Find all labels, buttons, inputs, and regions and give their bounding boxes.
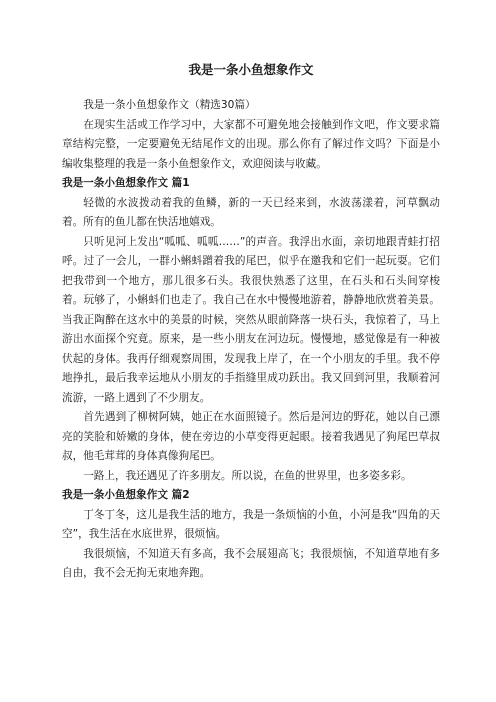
body-paragraph: 丁冬丁冬，这儿是我生活的地方，我是一条烦恼的小鱼，小河是我“四角的天空”，我生活在水底世界，很烦恼。	[62, 508, 440, 540]
body-paragraph: 首先遇到了柳树阿姨，她正在水面照镜子。然后是河边的野花，她以自己漂亮的笑脸和娇嫩的身体，使在旁边的小草变得更起眼。接着我遇见了狗尾巴草叔叔，他毛茸茸的身体真像狗尾巴。	[62, 411, 440, 462]
section-heading: 我是一条小鱼想象作文 篇1	[62, 177, 190, 189]
section-2	[62, 486, 440, 584]
section-heading: 我是一条小鱼想象作文 篇2	[62, 489, 190, 501]
body-paragraph: 我很烦恼，不知道天有多高，我不会展翅高飞；我很烦恼，不知道草地有多自由，我不会无拘无束地奔跑。	[62, 547, 440, 579]
document-title: 我是一条小鱼想象作文	[188, 62, 314, 77]
body-paragraph: 轻微的水波拨动着我的鱼鳞，新的一天已经来到，水波荡漾着，河草飘动着。所有的鱼儿都在快活地嬉戏。	[62, 196, 440, 228]
document-subtitle: 我是一条小鱼想象作文（精选30篇）	[83, 99, 256, 111]
body-paragraph: 一路上，我还遇见了许多朋友。所以说，在鱼的世界里，也多姿多彩。	[83, 469, 412, 482]
body-paragraph: 只听见河上发出“呱呱、呱呱……”的声音。我浮出水面，亲切地跟青蛙打招呼。过了一会儿，一群小蝌蚪蹭着我的尾巴，似乎在邀我和它们一起玩耍。它们把我带到一个地方，那儿很多石头。我很快熟悉了这里，在石头和石头间穿梭着。玩够了，小蝌蚪们也走了。我自己在水中慢慢地游着，静静地欣赏着美景。当我正陶醉在这水中的美景的时候，突然从眼前降落一块石头，我惊着了，马上游出水面探个究竟。原来，是一些小朋友在河边玩。慢慢地，感觉像是有一种被伏起的身体。我再仔细观察周围，发现我上岸了，在一个小朋友的手里。我不停地挣扎，最后我幸运地从小朋友的手指缝里成功跃出。我又回到河里，我顺着河流游，一路上遇到了不少朋友。	[62, 235, 440, 404]
section-1	[62, 174, 440, 486]
intro-paragraph: 在现实生活或工作学习中，大家都不可避免地会接触到作文吧，作文要求篇章结构完整，一定要避免无结尾作文的出现。那么你有了解过作文吗？下面是小编收集整理的我是一条小鱼想象作文，欢迎阅读与收藏。	[62, 118, 440, 170]
